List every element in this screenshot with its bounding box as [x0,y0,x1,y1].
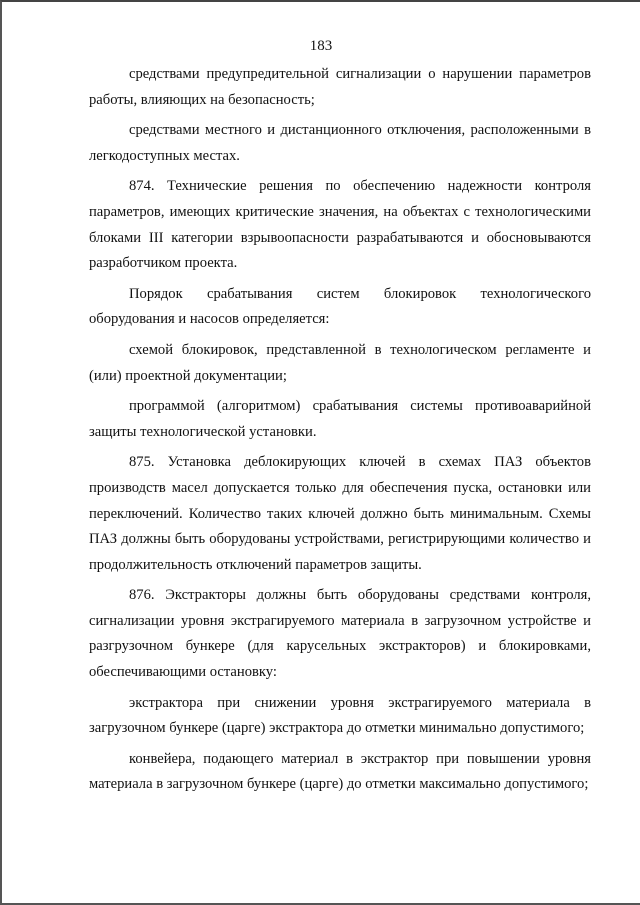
page-number: 183 [309,38,333,54]
paragraph-3: 874. Технические решения по обеспечению надежности контроля параметров, имеющих критические значения, на объектах с технологическими блоками III категории взрывоопасности разрабатываются и обосновываются разработчиком проекта. [89,178,591,272]
paragraph-10: конвейера, подающего материал в экстрактор при повышении уровня материала в загрузочном бункере (царге) до отметки максимально допустимого; [89,750,591,793]
paragraph-5: схемой блокировок, представленной в технологическом регламенте и (или) проектной документации; [89,341,591,384]
document-body [89,62,591,798]
paragraph-9: экстрактора при снижении уровня экстрагируемого материала в загрузочном бункере (царге) экстрактора до отметки минимально допустимого; [89,694,591,737]
paragraph-6: программой (алгоритмом) срабатывания системы противоаварийной защиты технологической установки. [89,398,591,440]
paragraph-4: Порядок срабатывания систем блокировок технологического оборудования и насосов определяется: [89,285,591,328]
paragraph-1: средствами предупредительной сигнализации о нарушении параметров работы, влияющих на безопасность; [89,66,591,108]
paragraph-2: средствами местного и дистанционного отключения, расположенными в легкодоступных местах. [89,122,591,164]
paragraph-7: 875. Установка деблокирующих ключей в схемах ПАЗ объектов производств масел допускается только для обеспечения пуска, остановки или переключений. Количество таких ключей должно быть минимальным. Схемы ПАЗ должны быть оборудованы устройствами, регистрирующими количество и продолжительность отключений параметров защиты. [89,454,591,573]
paragraph-8: 876. Экстракторы должны быть оборудованы средствами контроля, сигнализации уровня экстрагируемого материала в загрузочном устройстве и разгрузочном бункере (для карусельных экстракторов) и блокировками, обеспечивающими остановку: [89,587,591,681]
